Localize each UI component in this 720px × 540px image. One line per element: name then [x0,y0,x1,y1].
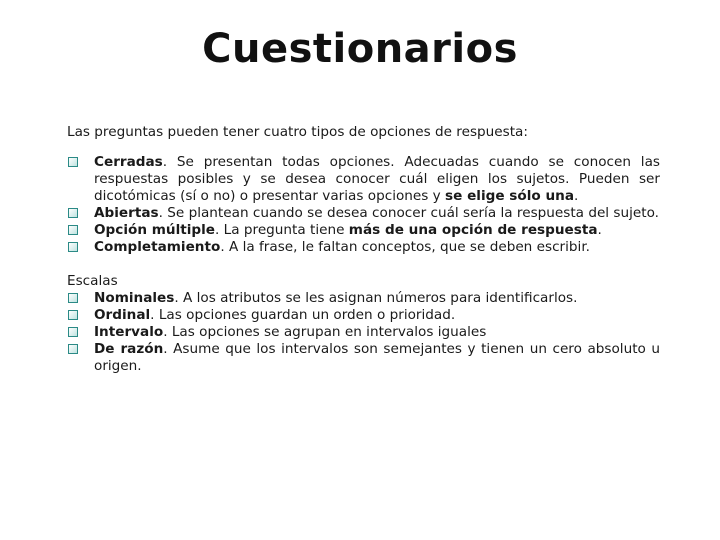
checkbox-square-icon [68,157,78,167]
scales-list [67,290,660,375]
item-text: . A la frase, le faltan conceptos, que se deben escribir. [220,239,590,255]
checkbox-square-icon [68,327,78,337]
item-text: . La pregunta tiene [215,222,349,238]
item-term: Abiertas [94,205,159,221]
item-text: . Se plantean cuando se desea conocer cuál sería la respuesta del sujeto. [158,205,659,221]
item-term: Nominales [94,290,175,306]
item-term: Cerradas [94,154,163,170]
item-text: . Asume que los intervalos son semejantes y tienen un cero absoluto u origen. [94,341,660,374]
item-term: Completamiento [94,239,221,255]
list-item [67,341,660,375]
list-item [67,154,660,205]
item-text: . Las opciones se agrupan en intervalos iguales [163,324,487,340]
checkbox-square-icon [68,344,78,354]
section-spacer [67,256,660,273]
list-item [67,290,660,307]
list-item [67,222,660,239]
item-text-end: . [597,222,602,238]
list-item [67,324,660,341]
scales-heading: Escalas [67,273,118,289]
item-emphasis: más de una opción de respuesta [348,222,598,238]
item-term: Opción múltiple [94,222,216,238]
checkbox-square-icon [68,293,78,303]
item-term: Intervalo [94,324,164,340]
item-emphasis: se elige sólo una [445,188,575,204]
intro-text: Las preguntas pueden tener cuatro tipos de opciones de respuesta: [67,124,528,140]
item-text: . Las opciones guardan un orden o prioridad. [150,307,456,323]
item-text: . A los atributos se les asignan números para identificarlos. [174,290,578,306]
list-item [67,307,660,324]
response-types-list [67,154,660,256]
checkbox-square-icon [68,208,78,218]
list-item [67,239,660,256]
item-text-end: . [574,188,579,204]
checkbox-square-icon [68,225,78,235]
checkbox-square-icon [68,242,78,252]
item-text: . Se presentan todas opciones. Adecuadas cuando se conocen las respuestas posibles y se desea conocer cuál eligen los sujetos. Pueden ser dicotómicas (sí o no) o presentar varias opciones y [94,154,660,204]
checkbox-square-icon [68,310,78,320]
page-title: Cuestionarios [202,26,518,72]
content-body [67,124,660,375]
item-term: De razón [94,341,164,357]
item-term: Ordinal [94,307,151,323]
list-item [67,205,660,222]
